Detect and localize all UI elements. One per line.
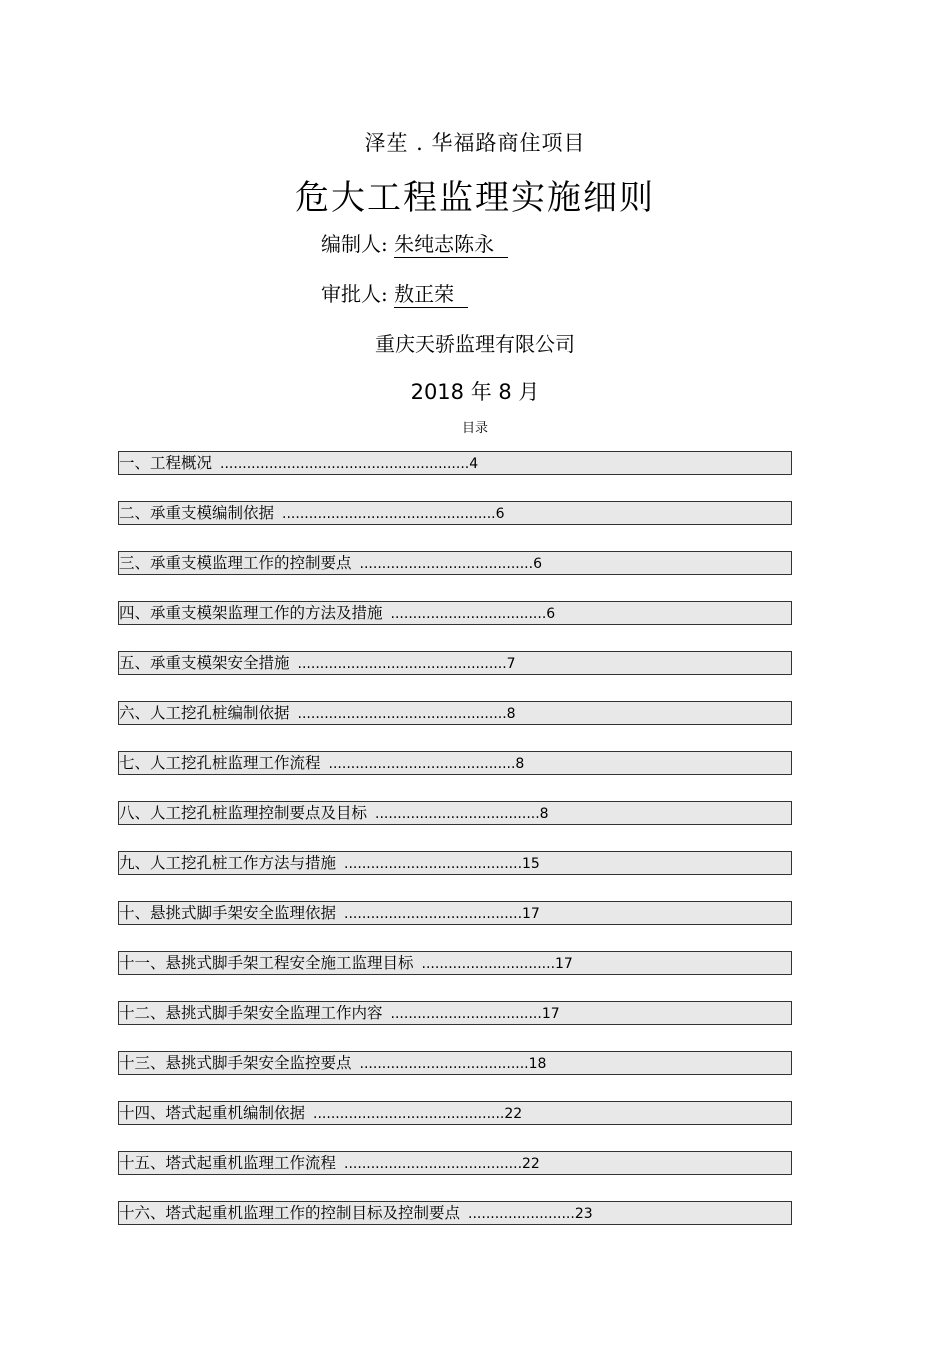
toc-entry[interactable] — [118, 1201, 792, 1225]
toc-entry-label: 一、工程概况 — [119, 454, 213, 472]
toc-entry[interactable] — [118, 1051, 792, 1075]
company-name: 重庆天骄监理有限公司 — [375, 332, 575, 356]
toc-entry-label: 十二、悬挑式脚手架安全监理工作内容 — [119, 1004, 383, 1022]
toc-entry-label: 五、承重支模架安全措施 — [119, 654, 290, 672]
toc-entry[interactable] — [118, 551, 792, 575]
toc-entry-label: 四、承重支模架监理工作的方法及措施 — [119, 604, 383, 622]
compiler-field — [321, 228, 508, 258]
project-name: 泽苼 . 华福路商住项目 — [364, 131, 586, 155]
document-date: 2018 年 8 月 — [410, 380, 540, 404]
reviewer-name: 敖正荣 — [394, 278, 468, 308]
reviewer-label: 审批人: — [321, 282, 388, 306]
toc-entry-label: 十三、悬挑式脚手架安全监控要点 — [119, 1054, 352, 1072]
toc-entry[interactable] — [118, 851, 792, 875]
table-of-contents — [118, 451, 792, 1251]
toc-entry-page: .....................................8 — [375, 806, 549, 822]
toc-entry-label: 十一、悬挑式脚手架工程安全施工监理目标 — [119, 954, 414, 972]
toc-title: 目录 — [461, 421, 488, 436]
toc-entry[interactable] — [118, 951, 792, 975]
toc-entry[interactable] — [118, 701, 792, 725]
toc-entry-page: ...........................................22 — [313, 1106, 523, 1122]
toc-entry[interactable] — [118, 801, 792, 825]
toc-entry[interactable] — [118, 651, 792, 675]
toc-entry-label: 十六、塔式起重机监理工作的控制目标及控制要点 — [119, 1204, 461, 1222]
toc-entry-label: 九、人工挖孔桩工作方法与措施 — [119, 854, 337, 872]
toc-entry-label: 六、人工挖孔桩编制依据 — [119, 704, 290, 722]
toc-entry-label: 十五、塔式起重机监理工作流程 — [119, 1154, 337, 1172]
toc-entry-label: 十、悬挑式脚手架安全监理依据 — [119, 904, 337, 922]
toc-entry[interactable] — [118, 901, 792, 925]
toc-entry-label: 十四、塔式起重机编制依据 — [119, 1104, 306, 1122]
toc-entry-label: 二、承重支模编制依据 — [119, 504, 275, 522]
toc-entry[interactable] — [118, 751, 792, 775]
toc-entry[interactable] — [118, 1001, 792, 1025]
toc-entry-label: 八、人工挖孔桩监理控制要点及目标 — [119, 804, 368, 822]
toc-entry-page: ......................................18 — [359, 1056, 547, 1072]
toc-entry[interactable] — [118, 1151, 792, 1175]
toc-entry[interactable] — [118, 1101, 792, 1125]
toc-entry-page: ..............................17 — [421, 956, 573, 972]
toc-entry-label: 七、人工挖孔桩监理工作流程 — [119, 754, 321, 772]
toc-entry[interactable] — [118, 501, 792, 525]
toc-entry-page: ........................23 — [468, 1206, 593, 1222]
toc-entry-page: .......................................6 — [359, 556, 542, 572]
toc-entry[interactable] — [118, 451, 792, 475]
toc-entry-page: ........................................................4 — [220, 456, 479, 472]
document-title: 危大工程监理实施细则 — [295, 178, 655, 218]
reviewer-field — [321, 278, 468, 308]
toc-entry-page: ..........................................8 — [328, 756, 525, 772]
toc-entry-page: ........................................22 — [344, 1156, 540, 1172]
toc-entry-page: ...............................................8 — [297, 706, 516, 722]
compiler-name: 朱纯志陈永 — [394, 228, 508, 258]
compiler-label: 编制人: — [321, 232, 388, 256]
toc-entry-page: ..................................17 — [390, 1006, 560, 1022]
toc-entry-label: 三、承重支模监理工作的控制要点 — [119, 554, 352, 572]
toc-entry-page: ................................................6 — [282, 506, 505, 522]
toc-entry-page: ...............................................7 — [297, 656, 516, 672]
toc-entry-page: ...................................6 — [390, 606, 556, 622]
toc-entry[interactable] — [118, 601, 792, 625]
toc-entry-page: ........................................15 — [344, 856, 540, 872]
toc-entry-page: ........................................17 — [344, 906, 540, 922]
